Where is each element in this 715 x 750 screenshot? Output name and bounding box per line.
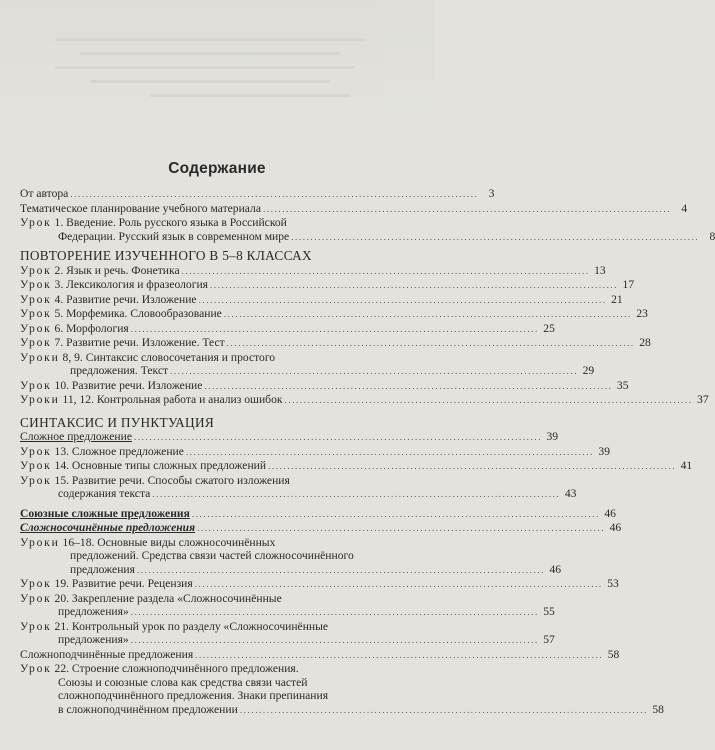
entry-continuation: предложения» <box>58 605 129 618</box>
entry-label: 4. Развитие речи. Изложение <box>51 292 197 306</box>
toc-entry <box>20 263 606 279</box>
entry-label: 10. Развитие речи. Изложение <box>51 378 203 392</box>
page-number: 8 <box>709 229 715 243</box>
dot-leader: .......................................................................................................... <box>133 432 543 442</box>
page-number: 58 <box>607 647 620 661</box>
section-heading: ПОВТОРЕНИЕ ИЗУЧЕННОГО В 5–8 КЛАССАХ <box>20 248 312 263</box>
page-number: 43 <box>564 487 577 500</box>
page-number: 41 <box>680 459 693 472</box>
page-number: 39 <box>598 444 610 458</box>
lesson-prefix: Уроки <box>20 350 60 364</box>
page-number: 58 <box>652 702 664 716</box>
toc-entry <box>20 393 709 408</box>
dot-leader: .......................................................................................................... <box>263 203 672 214</box>
section-heading: СИНТАКСИС И ПУНКТУАЦИЯ <box>20 414 215 430</box>
toc-entry <box>20 187 495 202</box>
dot-leader: .......................................................................................................... <box>70 189 479 199</box>
subsection-label: Сложносочинённые предложения <box>20 521 196 534</box>
entry-label: 16–18. Основные виды сложносочинённых <box>59 535 276 549</box>
toc-entry <box>20 201 688 217</box>
entry-label: 20. Закрепление раздела «Сложносочинённые <box>51 591 282 605</box>
lesson-prefix: Урок <box>20 307 52 320</box>
toc-entry <box>20 444 610 460</box>
entry-continuation: содержания текста <box>58 487 151 500</box>
dot-leader: .......................................................................................................... <box>197 523 606 533</box>
entry-label: 19. Развитие речи. Рецензия <box>51 577 193 590</box>
dot-leader: .......................................................................................................... <box>130 607 539 617</box>
dot-leader: .......................................................................................................... <box>195 649 604 660</box>
table-of-contents <box>20 187 715 717</box>
entry-label: 7. Развитие речи. Изложение. Тест <box>51 336 225 349</box>
entry-label: 21. Контрольный урок по разделу «Сложносочинённые <box>51 619 329 633</box>
toc-entry <box>20 292 623 308</box>
page-number: 35 <box>616 378 629 392</box>
page-number: 46 <box>604 506 616 520</box>
subsection-label: Сложное предложение <box>20 430 132 443</box>
entry-continuation: Федерации. Русский язык в современном мире <box>58 229 290 243</box>
toc-entry <box>20 535 562 578</box>
toc-entry <box>20 216 715 244</box>
lesson-prefix: Урок <box>20 619 52 633</box>
lesson-prefix: Урок <box>20 263 52 277</box>
page-number: 21 <box>611 292 623 306</box>
entry-continuation: предложения» <box>58 633 129 646</box>
page-number: 4 <box>681 201 688 215</box>
page-number: 37 <box>697 393 709 406</box>
lesson-prefix: Урок <box>20 292 52 306</box>
dot-leader: .......................................................................................................... <box>194 579 603 589</box>
page-number: 29 <box>582 364 595 377</box>
dot-leader: .......................................................................................................... <box>170 366 579 376</box>
dot-leader: .......................................................................................................... <box>181 265 590 276</box>
entry-label: 14. Основные типы сложных предложений <box>51 459 267 472</box>
entry-continuation: предложений. Средства связи частей сложносочинённого <box>70 549 354 562</box>
toc-entry <box>20 307 648 322</box>
entry-label: 13. Сложное предложение <box>51 444 184 458</box>
page-number: 17 <box>622 278 635 291</box>
page-title: Содержание <box>168 160 266 177</box>
entry-label: 15. Развитие речи. Способы сжатого изложения <box>51 473 290 487</box>
entry-label: 22. Строение сложноподчинённого предложения. <box>51 662 299 675</box>
page-number: 55 <box>543 605 555 618</box>
toc-entry <box>20 577 619 592</box>
entry-label: 1. Введение. Роль русского языка в Российской <box>51 216 287 229</box>
dot-leader: .......................................................................................................... <box>284 395 693 405</box>
entry-label: Тематическое планирование учебного материала <box>20 201 261 215</box>
dot-leader: .......................................................................................................... <box>198 294 607 305</box>
lesson-prefix: Урок <box>20 473 52 487</box>
lesson-prefix: Урок <box>20 577 52 590</box>
toc-entry <box>20 662 664 717</box>
toc-entry <box>20 619 555 648</box>
entry-label: От автора <box>20 187 69 200</box>
toc-entry <box>20 350 595 379</box>
dot-leader: .......................................................................................................... <box>223 309 632 319</box>
page-number: 46 <box>549 562 562 576</box>
entry-continuation: предложения. Текст <box>70 364 169 377</box>
lesson-prefix: Урок <box>20 591 52 605</box>
entry-label: 2. Язык и речь. Фонетика <box>51 263 180 277</box>
page-number: 46 <box>609 521 622 534</box>
toc-entry <box>20 473 577 502</box>
toc-entry <box>20 459 693 474</box>
toc-entry <box>20 591 555 620</box>
dot-leader: .......................................................................................................... <box>152 489 561 499</box>
lesson-prefix: Урок <box>20 321 52 335</box>
lesson-prefix: Урок <box>20 662 52 675</box>
toc-entry <box>20 336 651 351</box>
lesson-prefix: Урок <box>20 216 52 229</box>
lesson-prefix: Урок <box>20 459 52 472</box>
page-number: 3 <box>488 187 495 200</box>
page-number: 28 <box>639 336 651 349</box>
dot-leader: .......................................................................................................... <box>130 635 539 645</box>
lesson-prefix: Урок <box>20 278 52 291</box>
dot-leader: .......................................................................................................... <box>291 231 700 242</box>
entry-label: 3. Лексикология и фразеология <box>51 278 209 291</box>
page-number: 13 <box>594 263 606 277</box>
page-number: 57 <box>543 633 555 646</box>
dot-leader: .......................................................................................................... <box>210 280 619 290</box>
subsection-entry <box>20 647 620 663</box>
subsection-label: Союзные сложные предложения <box>20 506 190 520</box>
entry-continuation: Союзы и союзные слова как средства связи частей <box>58 675 308 689</box>
entry-label: 5. Морфемика. Словообразование <box>51 307 222 320</box>
lesson-prefix: Урок <box>20 336 52 349</box>
page-number: 23 <box>636 307 648 320</box>
subsection-entry <box>20 506 616 522</box>
toc-entry <box>20 378 629 394</box>
dot-leader: .......................................................................................................... <box>226 338 635 348</box>
subsection-entry <box>20 521 622 536</box>
dot-leader: .......................................................................................................... <box>239 704 648 715</box>
previous-page-bleed-through <box>0 0 434 120</box>
page-number: 53 <box>607 577 619 590</box>
page-number: 39 <box>546 430 559 443</box>
entry-continuation: в сложноподчинённом предложении <box>58 702 238 716</box>
dot-leader: .......................................................................................................... <box>191 508 600 519</box>
dot-leader: .......................................................................................................... <box>130 323 539 334</box>
subsection-label: Сложноподчинённые предложения <box>20 647 194 661</box>
dot-leader: .......................................................................................................... <box>136 564 546 575</box>
lesson-prefix: Уроки <box>20 535 60 549</box>
entry-label: 6. Морфология <box>51 321 129 335</box>
lesson-prefix: Урок <box>20 378 52 392</box>
dot-leader: .......................................................................................................... <box>268 461 677 471</box>
entry-label: 8, 9. Синтаксис словосочетания и простого <box>59 350 276 364</box>
entry-continuation: предложения <box>70 562 135 576</box>
page-number: 25 <box>543 321 555 335</box>
lesson-prefix: Урок <box>20 444 52 458</box>
entry-label: 11, 12. Контрольная работа и анализ ошибок <box>59 393 283 406</box>
subsection-entry <box>20 430 559 445</box>
lesson-prefix: Уроки <box>20 393 60 406</box>
entry-continuation: сложноподчинённого предложения. Знаки препинания <box>58 689 329 702</box>
dot-leader: .......................................................................................................... <box>185 446 594 457</box>
toc-entry <box>20 278 635 293</box>
dot-leader: .......................................................................................................... <box>204 380 613 391</box>
toc-entry <box>20 321 555 337</box>
